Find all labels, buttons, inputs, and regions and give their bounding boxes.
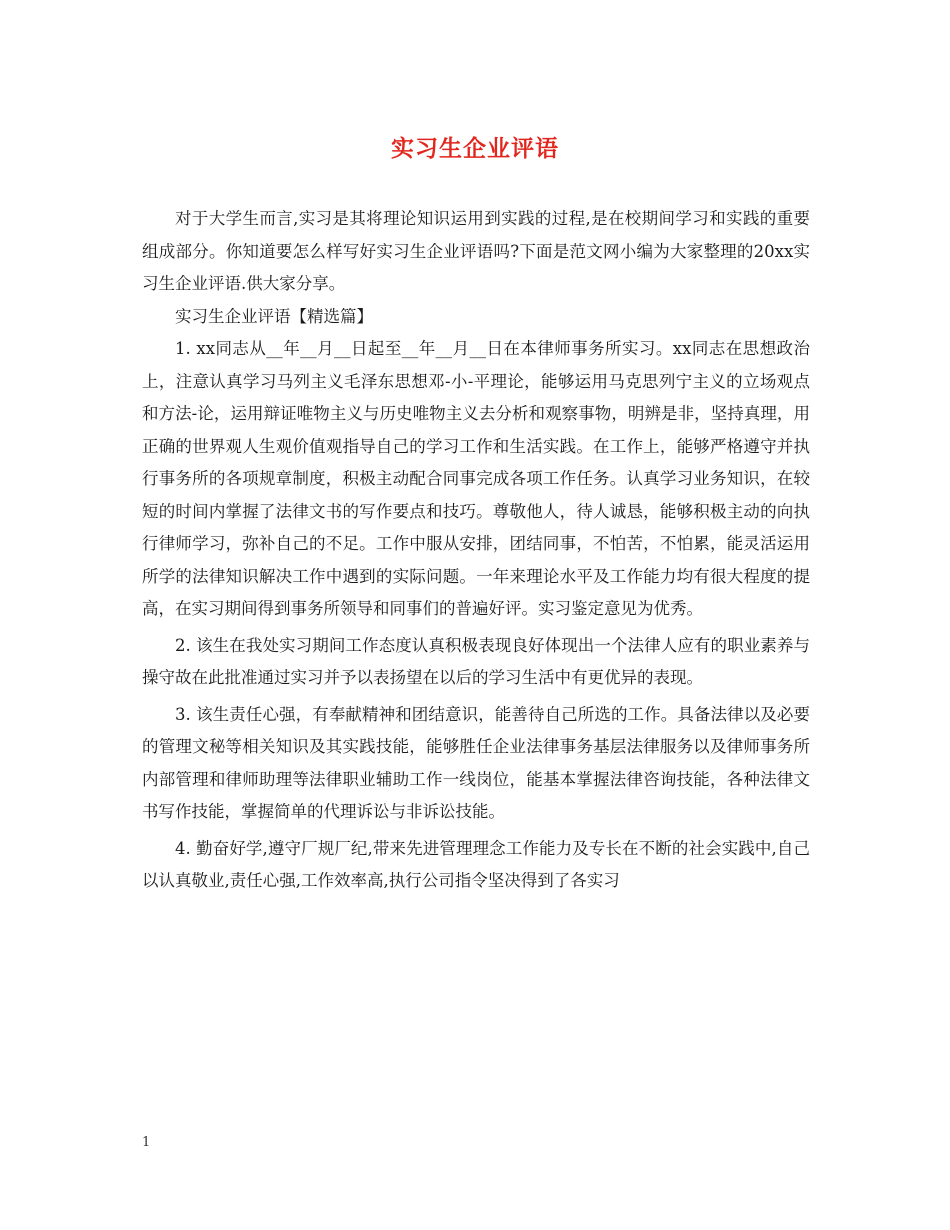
document-body: [142, 203, 810, 898]
comment-paragraph-3: 3. 该生责任心强，有奉献精神和团结意识，能善待自己所选的工作。具备法律以及必要的管理文秘等相关知识及其实践技能，能够胜任企业法律事务基层法律服务以及律师事务所内部管理和律师助理等法律职业辅助工作一线岗位，能基本掌握法律咨询技能，各种法律文书写作技能，掌握简单的代理诉讼与非诉讼技能。: [142, 704, 810, 821]
page-number: 1: [142, 1135, 151, 1150]
intro-paragraph: 对于大学生而言,实习是其将理论知识运用到实践的过程,是在校期间学习和实践的重要组成部分。你知道要怎么样写好实习生企业评语吗?下面是范文网小编为大家整理的20xx实习生企业评语.供大家分享。: [142, 209, 810, 293]
comment-paragraph-4: 4. 勤奋好学,遵守厂规厂纪,带来先进管理理念工作能力及专长在不断的社会实践中,自己以认真敬业,责任心强,工作效率高,执行公司指令坚决得到了各实习: [142, 838, 810, 890]
section-heading: 实习生企业评语【精选篇】: [175, 306, 373, 326]
comment-paragraph-1: 1. xx同志从__年__月__日起至__年__月__日在本律师事务所实习。xx同志在思想政治上，注意认真学习马列主义毛泽东思想邓-小-平理论，能够运用马克思列宁主义的立场观点和方法-论，运用辩证唯物主义与历史唯物主义去分析和观察事物，明辨是非，坚持真理，用正确的世界观人生观价值观指导自己的学习工作和生活实践。在工作上，能够严格遵守并执行事务所的各项规章制度，积极主动配合同事完成各项工作任务。认真学习业务知识，在较短的时间内掌握了法律文书的写作要点和技巧。尊敬他人，待人诚恳，能够积极主动的向执行律师学习，弥补自己的不足。工作中服从安排，团结同事，不怕苦，不怕累，能灵活运用所学的法律知识解决工作中遇到的实际问题。一年来理论水平及工作能力均有很大程度的提高，在实习期间得到事务所领导和同事们的普遍好评。实习鉴定意见为优秀。: [142, 339, 810, 618]
document-title: 实习生企业评语: [391, 135, 559, 162]
comment-paragraph-2: 2. 该生在我处实习期间工作态度认真积极表现良好体现出一个法律人应有的职业素养与操守故在此批准通过实习并予以表扬望在以后的学习生活中有更优异的表现。: [142, 635, 810, 687]
